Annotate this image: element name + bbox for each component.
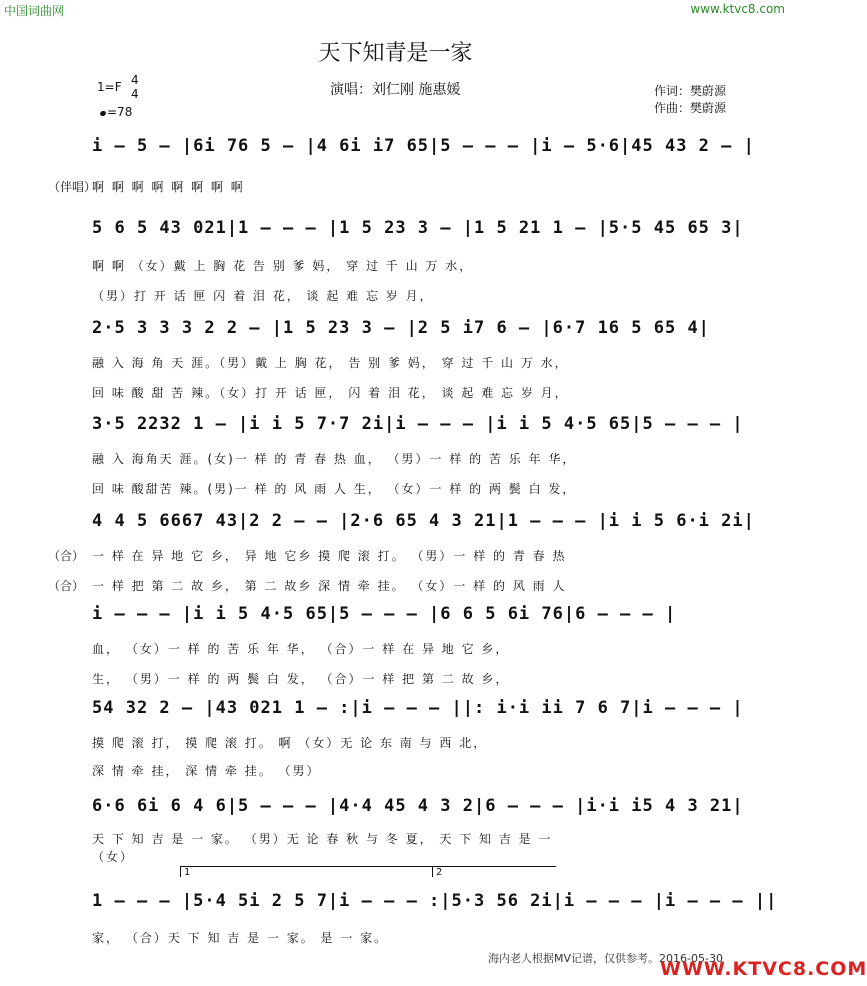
- part-label: （伴唱）: [48, 180, 97, 194]
- bottom-watermark: WWW.KTVC8.COM: [660, 958, 867, 980]
- lyric-line: 天 下 知 吉 是 一 家。 （男）无 论 春 秋 与 冬 夏， 天 下 知 吉 是 一: [92, 832, 553, 846]
- staff-line: [92, 130, 755, 164]
- time-signature: [131, 73, 139, 101]
- staff-line: [92, 692, 752, 726]
- staff-notes: i – – – |i i 5 4·5 65|5 – – – |6 6 5 6i 76|6 – – – |: [92, 604, 677, 624]
- tempo-value: =78: [107, 105, 133, 119]
- staff-notes: 4 4 5 6667 43|2 2 – – |2·6 65 4 3 21|1 – – – |i i 5 6·i 2i|: [92, 511, 755, 531]
- part-label: （合）: [48, 579, 85, 593]
- meter-bottom: 4: [131, 87, 139, 101]
- lyricist-credit: 作词：樊蔚源: [654, 84, 727, 98]
- staff-line: [92, 408, 752, 442]
- lyric-line: 生， （男）一 样 的 两 鬓 白 发， （合）一 样 把 第 二 故 乡，: [92, 672, 510, 686]
- staff-notes: i – 5 – |6i 76 5 – |4 6i i7 65|5 – – – |i – 5·6|45 43 2 – |: [92, 136, 755, 156]
- lyric-line: 融 入 海角天 涯。(女)一 样 的 青 春 热 血， （男）一 样 的 苦 乐 年 华，: [92, 452, 577, 466]
- lyric-line: 啊 啊 （女）戴 上 胸 花 告 别 爹 妈， 穿 过 千 山 万 水，: [92, 259, 474, 273]
- staff-notes: 6·6 6i 6 4 6|5 – – – |4·4 45 4 3 2|6 – – – |i·i i5 4 3 21|: [92, 796, 744, 816]
- site-url: www.ktvc8.com: [690, 2, 785, 16]
- quarter-note-icon: [99, 110, 106, 117]
- staff-notes: 3·5 2232 1 – |i i 5 7·7 2i|i – – – |i i 5 4·5 65|5 – – – |: [92, 414, 744, 434]
- volta-first-ending: 1: [180, 866, 434, 877]
- composer-credit: 作曲：樊蔚源: [654, 101, 727, 115]
- staff-notes: 1 – – – |5·4 5i 2 5 7|i – – – :|5·3 56 2i|i – – – |i – – – ||: [92, 891, 778, 911]
- lyric-line: 回 味 酸 甜 苦 辣。（女）打 开 话 匣， 闪 着 泪 花， 谈 起 难 忘 岁 月，: [92, 386, 569, 400]
- singer-credit: 演唱：刘仁刚 施惠媛: [330, 82, 461, 98]
- lyric-line: 啊 啊 啊 啊 啊 啊 啊 啊: [92, 180, 245, 194]
- staff-line: [92, 212, 752, 246]
- lyric-line: 一 样 在 异 地 它 乡， 异 地 它乡 摸 爬 滚 打。 （男）一 样 的 青 春 热: [92, 549, 567, 563]
- lyric-line: 深 情 牵 挂， 深 情 牵 挂。 （男）: [92, 764, 321, 778]
- lyric-line: 摸 爬 滚 打， 摸 爬 滚 打。 啊 （女）无 论 东 南 与 西 北，: [92, 736, 488, 750]
- lyric-line: （女）: [92, 850, 135, 864]
- transcription-note: 海内老人根据MV记谱，仅供参考。2016-05-30: [488, 952, 723, 965]
- page-title: 天下知青是一家: [318, 41, 473, 66]
- lyric-line: 回 味 酸甜苦 辣。(男)一 样 的 风 雨 人 生， （女）一 样 的 两 鬓 白 发，: [92, 482, 577, 496]
- lyric-line: （男）打 开 话 匣 闪 着 泪 花， 谈 起 难 忘 岁 月，: [92, 289, 434, 303]
- site-watermark: 中国词曲网: [4, 4, 65, 18]
- staff-line: [92, 790, 752, 824]
- staff-line: [92, 598, 752, 632]
- staff-notes: 54 32 2 – |43 021 1 – :|i – – – ||: i·i ii 7 6 7|i – – – |: [92, 698, 744, 718]
- lyric-line: 融 入 海 角 天 涯。（男）戴 上 胸 花， 告 别 爹 妈， 穿 过 千 山 万 水，: [92, 356, 569, 370]
- part-label: （合）: [48, 549, 85, 563]
- staff-line: [92, 505, 755, 539]
- staff-notes: 5 6 5 43 021|1 – – – |1 5 23 3 – |1 5 21 1 – |5·5 45 65 3|: [92, 218, 744, 238]
- lyric-line: 血， （女）一 样 的 苦 乐 年 华， （合）一 样 在 异 地 它 乡，: [92, 642, 510, 656]
- volta-second-ending: 2: [432, 866, 556, 877]
- lyric-line: 一 样 把 第 二 故 乡， 第 二 故乡 深 情 牵 挂。 （女）一 样 的 风 雨 人: [92, 579, 567, 593]
- key-signature: 1=F: [97, 80, 122, 94]
- staff-notes: 2·5 3 3 3 2 2 – |1 5 23 3 – |2 5 i7 6 – |6·7 16 5 65 4|: [92, 318, 710, 338]
- meter-top: 4: [131, 73, 139, 87]
- lyric-line: 家， （合）天 下 知 吉 是 一 家。 是 一 家。: [92, 931, 389, 945]
- staff-line: [92, 885, 778, 919]
- tempo-marking: [100, 105, 132, 119]
- staff-line: [92, 312, 752, 346]
